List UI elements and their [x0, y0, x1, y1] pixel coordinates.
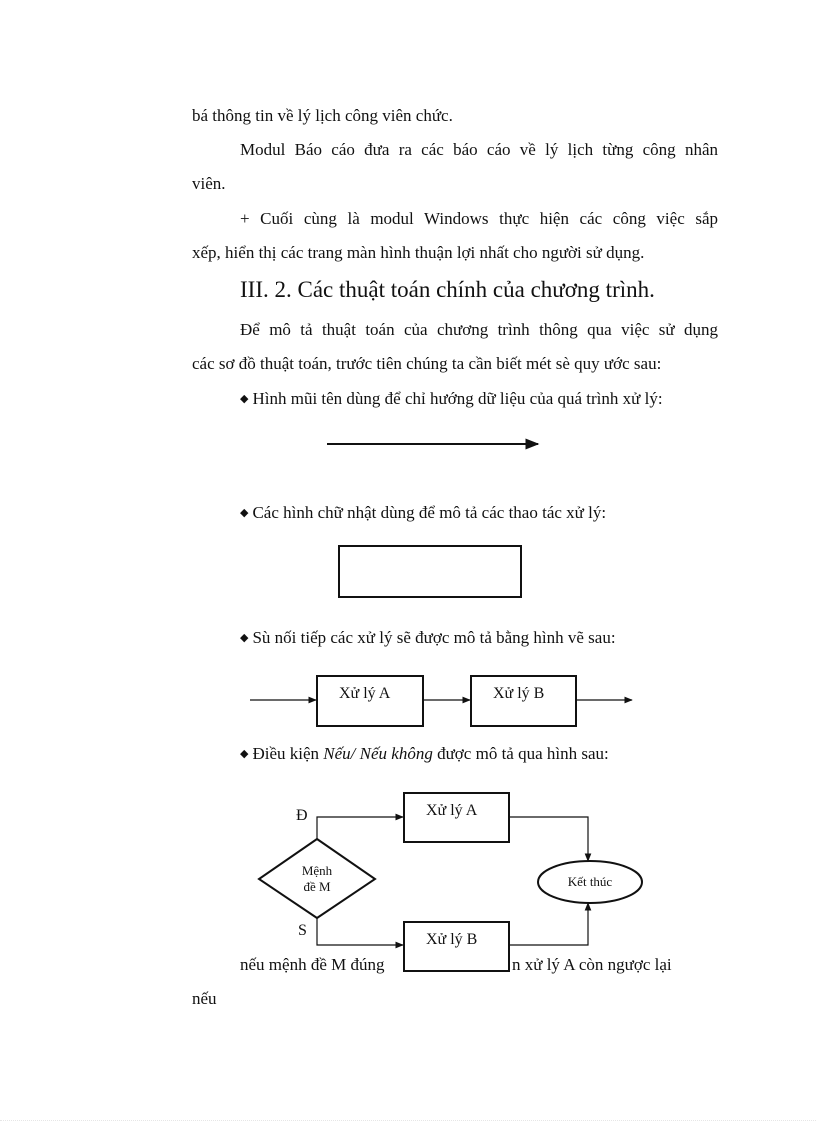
bullet-text: Các hình chữ nhật dùng để mô tả các thao tác xử lý: — [252, 503, 607, 522]
diamond-bullet-icon: ◆ — [240, 393, 249, 405]
text-line: + Cuối cùng là modul Windows thực hiện các công việc sắp — [240, 209, 718, 228]
text-line: các sơ đồ thuật toán, trước tiên chúng ta cần biết mét sè quy ước sau: — [192, 354, 662, 373]
bullet-italic-text: Nếu/ Nếu không — [323, 744, 433, 763]
cond-process-a-label: Xử lý A — [426, 802, 478, 819]
section-heading: III. 2. Các thuật toán chính của chương trình. — [240, 277, 655, 302]
text-line: nếu — [192, 989, 217, 1008]
cond-process-b-label: Xử lý B — [426, 931, 478, 948]
diamond-bullet-icon: ◆ — [240, 748, 249, 760]
text-line: n xử lý A còn ngược lại — [512, 955, 672, 974]
b-to-end-arrow — [509, 903, 588, 945]
text-line: Để mô tả thuật toán của chương trình thông qua việc sử dụng — [240, 320, 718, 339]
bullet-text: Điều kiện — [252, 744, 324, 763]
diamond-bullet-icon: ◆ — [240, 507, 249, 519]
text-line: nếu mệnh đề M đúng — [240, 955, 385, 974]
bullet-text: Sù nối tiếp các xử lý sẽ được mô tả bằng hình vẽ sau: — [252, 628, 616, 647]
true-branch-label: Đ — [296, 807, 308, 824]
diamond-bullet-icon: ◆ — [240, 632, 249, 644]
false-branch-label: S — [298, 922, 307, 939]
false-branch-arrow — [317, 918, 403, 945]
end-terminal-label: Kết thúc — [567, 874, 613, 889]
text-line: Modul Báo cáo đưa ra các báo cáo về lý lịch từng công nhân — [240, 140, 718, 159]
text-line: bá thông tin về lý lịch công viên chức. — [192, 106, 453, 125]
text-line: xếp, hiển thị các trang màn hình thuận lợi nhất cho người sử dụng. — [192, 243, 645, 262]
condition-label-line2: đề M — [303, 879, 331, 894]
seq-process-a-label: Xử lý A — [339, 685, 391, 702]
condition-diagram — [259, 793, 642, 971]
true-branch-arrow — [317, 817, 403, 839]
process-rectangle — [339, 546, 521, 597]
a-to-end-arrow — [509, 817, 588, 861]
bullet-text: được mô tả qua hình sau: — [432, 744, 609, 763]
sequence-diagram — [250, 676, 632, 726]
page-bottom-rule — [0, 1120, 816, 1121]
text-line: viên. — [192, 174, 226, 193]
seq-process-b-label: Xử lý B — [493, 685, 545, 702]
condition-label-line1: Mệnh — [301, 863, 333, 878]
bullet-text: Hình mũi tên dùng để chỉ hướng dữ liệu của quá trình xử lý: — [252, 389, 663, 408]
